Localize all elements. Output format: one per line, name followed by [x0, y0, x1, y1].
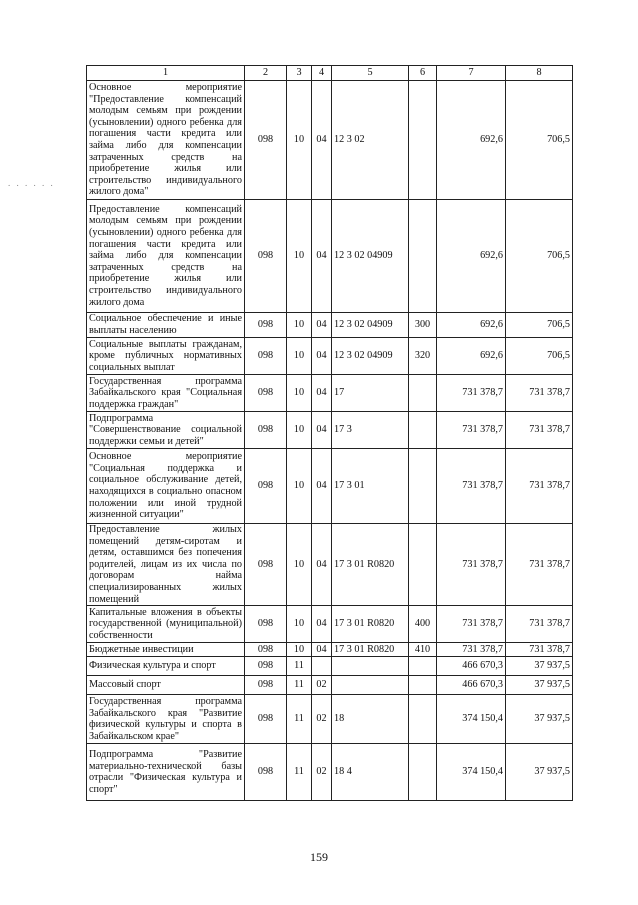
- amount-col-7: 731 378,7: [437, 606, 506, 643]
- ministry-code: 098: [245, 695, 287, 744]
- row-name: Государственная программа Забайкальского края "Социальная поддержка граждан": [87, 375, 245, 412]
- ministry-code: 098: [245, 81, 287, 200]
- target-article-code: 12 3 02 04909: [332, 338, 409, 375]
- amount-col-7: 692,6: [437, 313, 506, 338]
- expense-type-code: [409, 81, 437, 200]
- amount-col-8: 706,5: [506, 200, 573, 313]
- amount-col-7: 731 378,7: [437, 375, 506, 412]
- row-name: Социальные выплаты гражданам, кроме публичных нормативных социальных выплат: [87, 338, 245, 375]
- amount-col-8: 731 378,7: [506, 524, 573, 606]
- row-name: Государственная программа Забайкальского края "Развитие физической культуры и спорта в Забайкальском крае": [87, 695, 245, 744]
- row-name: Физическая культура и спорт: [87, 657, 245, 676]
- table-row: [87, 676, 573, 695]
- amount-col-8: 706,5: [506, 313, 573, 338]
- subsection-code: 04: [312, 313, 332, 338]
- target-article-code: 17: [332, 375, 409, 412]
- target-article-code: 18: [332, 695, 409, 744]
- column-header: 4: [312, 66, 332, 81]
- amount-col-7: 731 378,7: [437, 643, 506, 657]
- expense-type-code: 410: [409, 643, 437, 657]
- amount-col-8: 37 937,5: [506, 695, 573, 744]
- subsection-code: 02: [312, 744, 332, 801]
- page-number: 159: [310, 850, 328, 864]
- target-article-code: 17 3 01 R0820: [332, 643, 409, 657]
- row-name: Подпрограмма "Совершенствование социальной поддержки семьи и детей": [87, 412, 245, 449]
- target-article-code: 12 3 02 04909: [332, 200, 409, 313]
- expense-type-code: [409, 744, 437, 801]
- ministry-code: 098: [245, 606, 287, 643]
- amount-col-7: 692,6: [437, 81, 506, 200]
- subsection-code: 04: [312, 643, 332, 657]
- subsection-code: 04: [312, 338, 332, 375]
- table-row: [87, 524, 573, 606]
- target-article-code: 17 3 01: [332, 449, 409, 524]
- table-row: [87, 606, 573, 643]
- section-code: 10: [287, 313, 312, 338]
- amount-col-7: 374 150,4: [437, 744, 506, 801]
- expense-type-code: [409, 449, 437, 524]
- expense-type-code: 400: [409, 606, 437, 643]
- column-header: 2: [245, 66, 287, 81]
- ministry-code: 098: [245, 744, 287, 801]
- ministry-code: 098: [245, 643, 287, 657]
- section-code: 10: [287, 375, 312, 412]
- subsection-code: 04: [312, 200, 332, 313]
- ministry-code: 098: [245, 375, 287, 412]
- table-row: [87, 695, 573, 744]
- amount-col-8: 37 937,5: [506, 744, 573, 801]
- section-code: 10: [287, 200, 312, 313]
- ministry-code: 098: [245, 676, 287, 695]
- target-article-code: 17 3 01 R0820: [332, 606, 409, 643]
- expense-type-code: 320: [409, 338, 437, 375]
- subsection-code: 04: [312, 606, 332, 643]
- ministry-code: 098: [245, 200, 287, 313]
- subsection-code: 04: [312, 524, 332, 606]
- amount-col-7: 731 378,7: [437, 412, 506, 449]
- section-code: 10: [287, 524, 312, 606]
- subsection-code: [312, 657, 332, 676]
- expense-type-code: [409, 200, 437, 313]
- table-row: [87, 81, 573, 200]
- target-article-code: 12 3 02 04909: [332, 313, 409, 338]
- ministry-code: 098: [245, 412, 287, 449]
- amount-col-8: 731 378,7: [506, 412, 573, 449]
- target-article-code: 18 4: [332, 744, 409, 801]
- section-code: 10: [287, 412, 312, 449]
- row-name: Капитальные вложения в объекты государственной (муниципальной) собственности: [87, 606, 245, 643]
- expense-type-code: [409, 695, 437, 744]
- amount-col-8: 706,5: [506, 81, 573, 200]
- ministry-code: 098: [245, 449, 287, 524]
- table-row: [87, 449, 573, 524]
- section-code: 11: [287, 676, 312, 695]
- row-name: Предоставление компенсаций молодым семьям при рождении (усыновлении) одного ребенка для погашения части кредита или займа либо для компенсации затраченных средств на приобретение жилья или строительство индивидуального жилого дома: [87, 200, 245, 313]
- amount-col-8: 731 378,7: [506, 449, 573, 524]
- table-row: [87, 338, 573, 375]
- column-header: 8: [506, 66, 573, 81]
- row-name: Подпрограмма "Развитие материально-технической базы отрасли "Физическая культура и спорт": [87, 744, 245, 801]
- amount-col-7: 692,6: [437, 200, 506, 313]
- expense-type-code: 300: [409, 313, 437, 338]
- row-name: Основное мероприятие "Социальная поддержка и социальное обслуживание детей, находящихся в социально опасном положении или иной трудной жизненной ситуации": [87, 449, 245, 524]
- column-header: 7: [437, 66, 506, 81]
- column-header: 1: [87, 66, 245, 81]
- ministry-code: 098: [245, 338, 287, 375]
- section-code: 11: [287, 695, 312, 744]
- table-row: [87, 643, 573, 657]
- row-name: Массовый спорт: [87, 676, 245, 695]
- expense-type-code: [409, 524, 437, 606]
- table-row: [87, 412, 573, 449]
- table-row: [87, 375, 573, 412]
- amount-col-7: 731 378,7: [437, 449, 506, 524]
- subsection-code: 04: [312, 81, 332, 200]
- table-row: [87, 200, 573, 313]
- amount-col-7: 374 150,4: [437, 695, 506, 744]
- row-name: Бюджетные инвестиции: [87, 643, 245, 657]
- row-name: Основное мероприятие "Предоставление компенсаций молодым семьям при рождении (усыновлении) одного ребенка для погашения части кредита или займа либо для компенсации затраченных средств на приобретение жилья или строительство индивидуального жилого дома": [87, 81, 245, 200]
- target-article-code: 17 3: [332, 412, 409, 449]
- margin-mark: . . . . . .: [8, 178, 55, 188]
- amount-col-8: 37 937,5: [506, 676, 573, 695]
- amount-col-7: 692,6: [437, 338, 506, 375]
- target-article-code: [332, 657, 409, 676]
- expense-type-code: [409, 412, 437, 449]
- section-code: 10: [287, 643, 312, 657]
- table-row: [87, 744, 573, 801]
- section-code: 11: [287, 657, 312, 676]
- budget-table: [86, 65, 573, 801]
- amount-col-8: 706,5: [506, 338, 573, 375]
- column-header: 3: [287, 66, 312, 81]
- section-code: 11: [287, 744, 312, 801]
- section-code: 10: [287, 81, 312, 200]
- expense-type-code: [409, 657, 437, 676]
- amount-col-8: 731 378,7: [506, 643, 573, 657]
- table-header-row: [87, 66, 573, 81]
- target-article-code: [332, 676, 409, 695]
- subsection-code: 02: [312, 676, 332, 695]
- row-name: Предоставление жилых помещений детям-сиротам и детям, оставшимся без попечения родителей, лицам из их числа по договорам найма специализированных жилых помещений: [87, 524, 245, 606]
- amount-col-8: 37 937,5: [506, 657, 573, 676]
- expense-type-code: [409, 375, 437, 412]
- ministry-code: 098: [245, 313, 287, 338]
- amount-col-7: 731 378,7: [437, 524, 506, 606]
- column-header: 5: [332, 66, 409, 81]
- ministry-code: 098: [245, 524, 287, 606]
- table-row: [87, 313, 573, 338]
- amount-col-8: 731 378,7: [506, 375, 573, 412]
- expense-type-code: [409, 676, 437, 695]
- section-code: 10: [287, 449, 312, 524]
- subsection-code: 02: [312, 695, 332, 744]
- table-row: [87, 657, 573, 676]
- target-article-code: 17 3 01 R0820: [332, 524, 409, 606]
- section-code: 10: [287, 606, 312, 643]
- amount-col-7: 466 670,3: [437, 676, 506, 695]
- subsection-code: 04: [312, 412, 332, 449]
- subsection-code: 04: [312, 449, 332, 524]
- target-article-code: 12 3 02: [332, 81, 409, 200]
- amount-col-8: 731 378,7: [506, 606, 573, 643]
- section-code: 10: [287, 338, 312, 375]
- subsection-code: 04: [312, 375, 332, 412]
- column-header: 6: [409, 66, 437, 81]
- row-name: Социальное обеспечение и иные выплаты населению: [87, 313, 245, 338]
- ministry-code: 098: [245, 657, 287, 676]
- amount-col-7: 466 670,3: [437, 657, 506, 676]
